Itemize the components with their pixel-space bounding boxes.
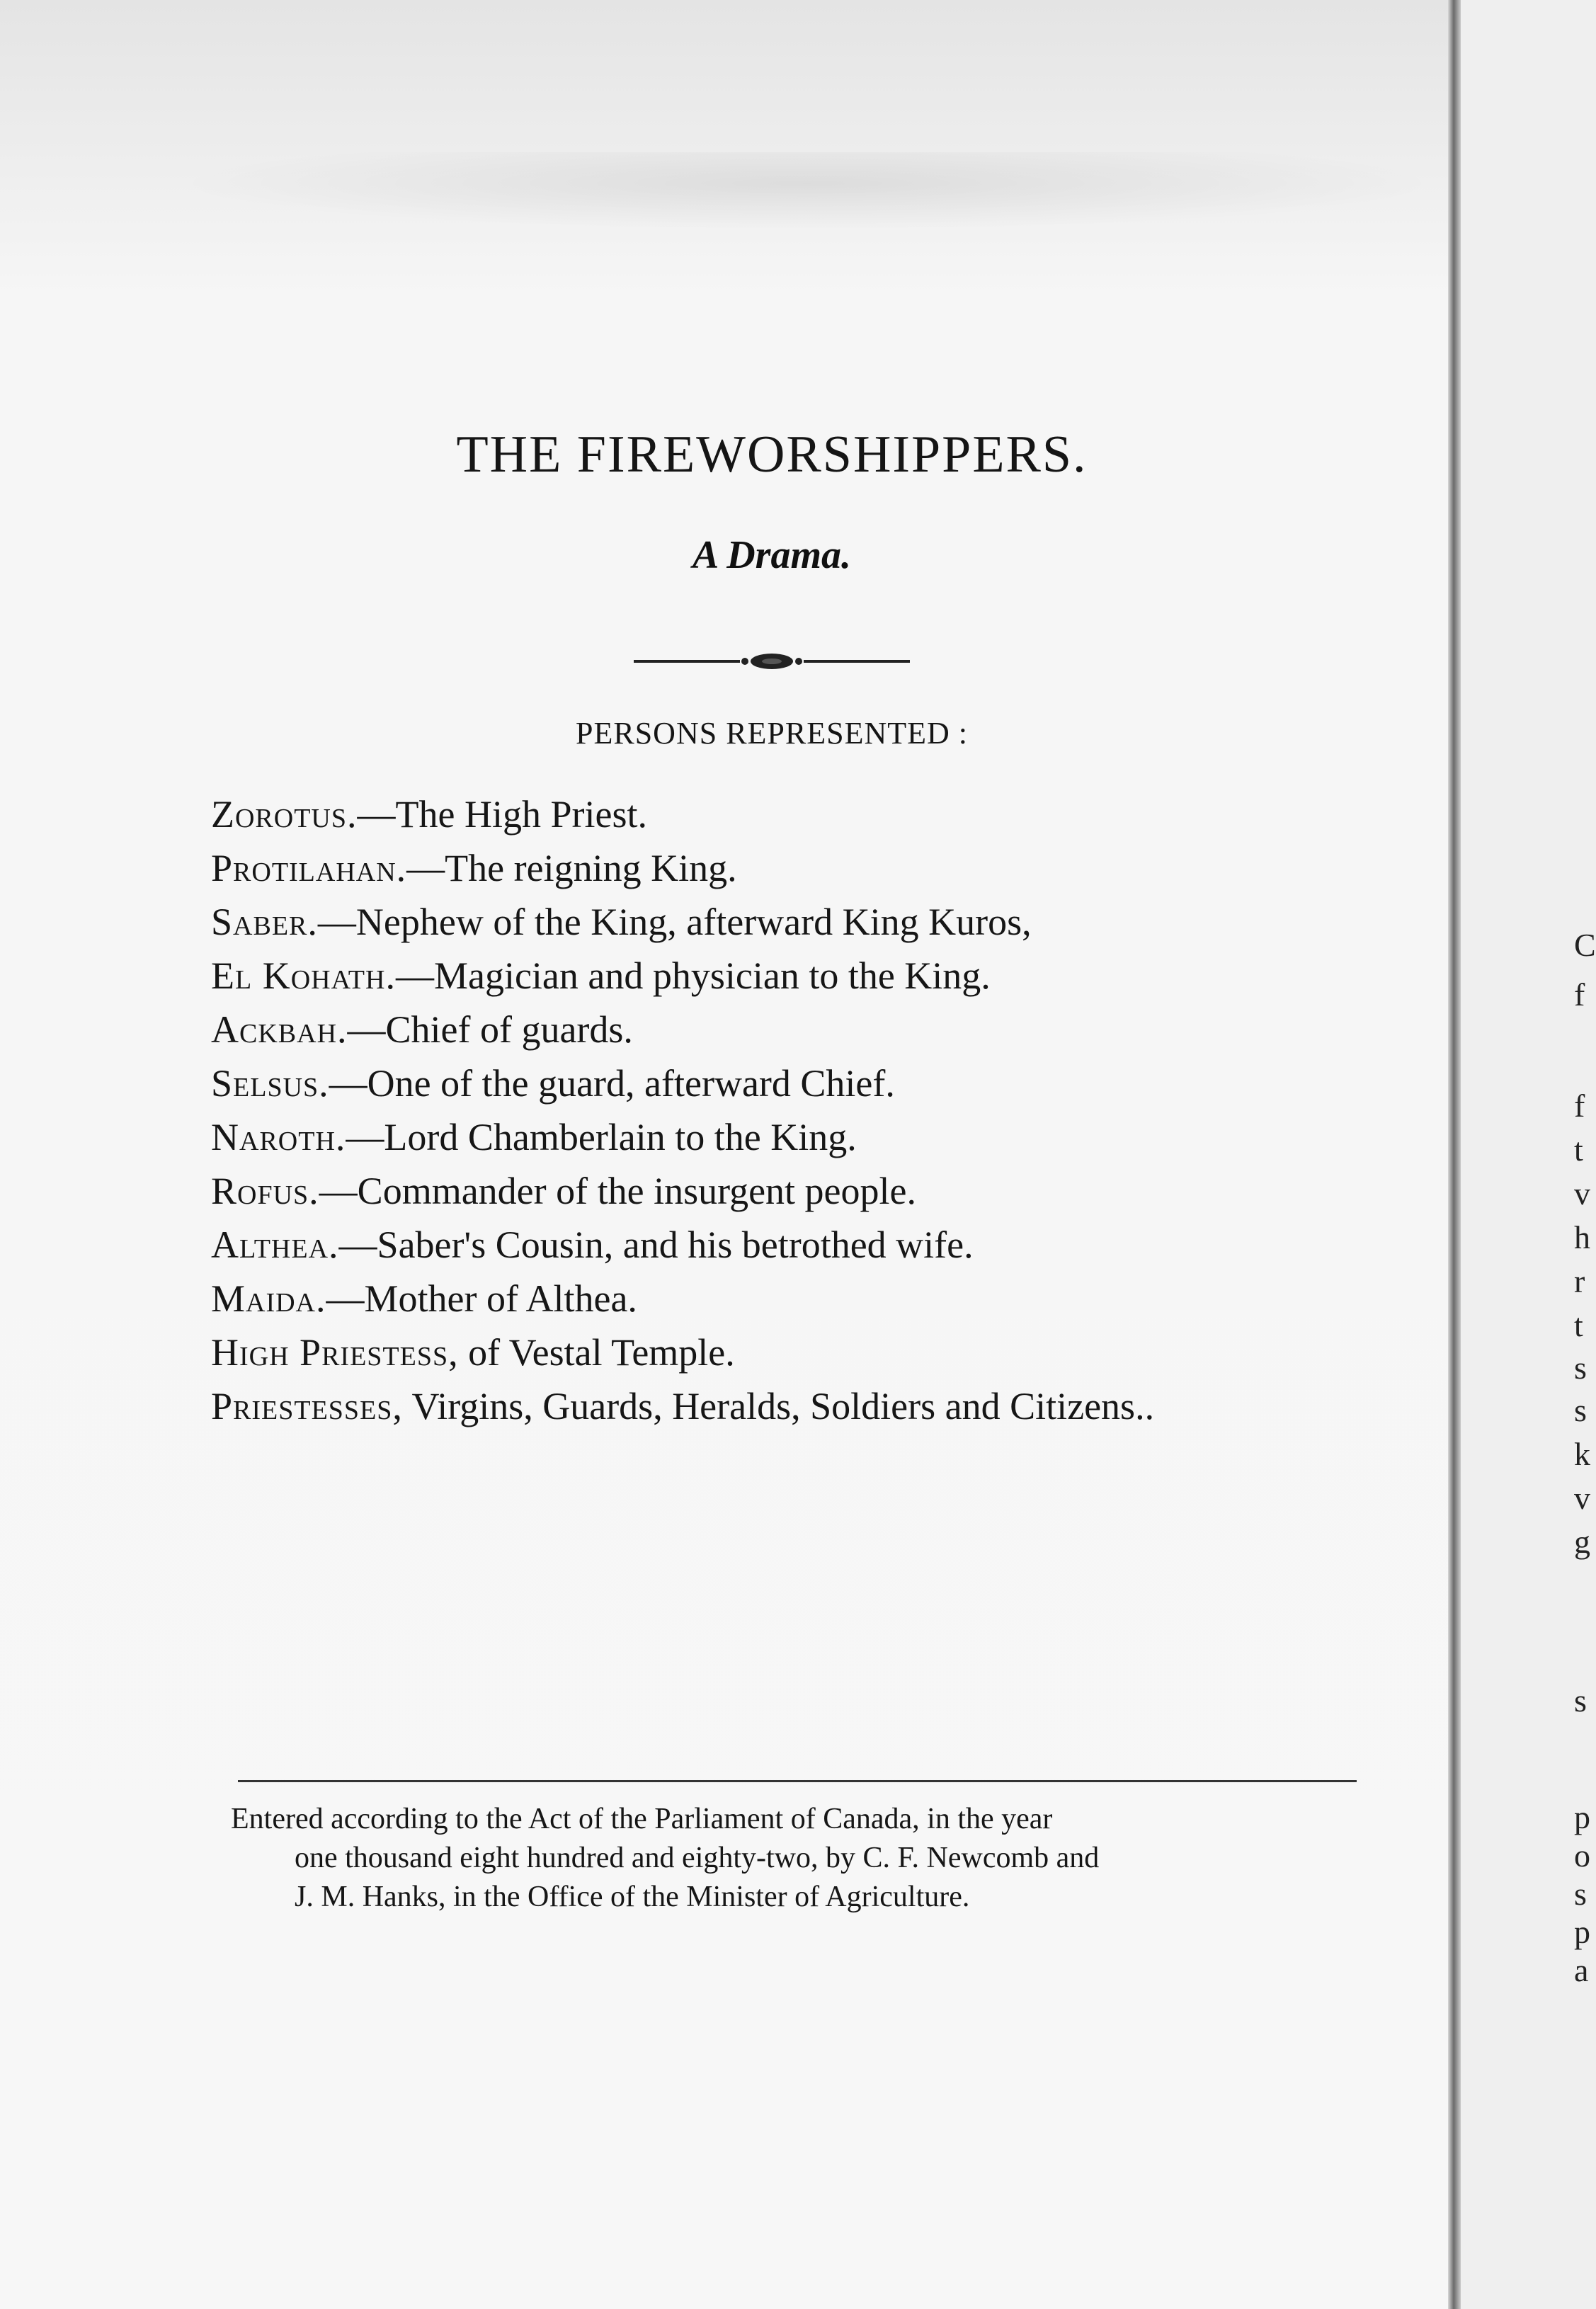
facing-page-fragment: r xyxy=(1574,1263,1585,1299)
facing-page-fragment: g xyxy=(1574,1524,1590,1560)
cast-item xyxy=(211,1164,1154,1218)
cast-description: —The High Priest. xyxy=(357,793,647,836)
facing-page-fragment: v xyxy=(1574,1480,1590,1516)
water-stain xyxy=(170,152,1444,230)
facing-page-fragment: k xyxy=(1574,1436,1590,1472)
cast-list xyxy=(211,787,1154,1433)
copyright-line: one thousand eight hundred and eighty-two, by C. F. Newcomb and xyxy=(295,1842,1100,1874)
cast-name: El Kohath. xyxy=(211,954,396,997)
cast-description: —One of the guard, afterward Chief. xyxy=(329,1062,895,1105)
cast-name: Althea. xyxy=(211,1224,339,1266)
facing-page-fragment: o xyxy=(1574,1837,1590,1874)
facing-page-edge xyxy=(1461,0,1596,2309)
cast-item xyxy=(211,1325,1154,1379)
facing-page-fragment: t xyxy=(1574,1307,1583,1343)
page-gutter xyxy=(1448,0,1461,2309)
cast-name: Ackbah. xyxy=(211,1008,348,1051)
facing-page-fragment: h xyxy=(1574,1219,1590,1255)
cast-description: —The reigning King. xyxy=(406,847,737,889)
cast-item xyxy=(211,895,1154,949)
facing-page-fragment: v xyxy=(1574,1175,1590,1211)
facing-page-fragment: f xyxy=(1574,976,1585,1013)
persons-heading: PERSONS REPRESENTED : xyxy=(576,716,968,751)
facing-page-fragment: p xyxy=(1574,1914,1590,1950)
cast-description: —Nephew of the King, afterward King Kuros, xyxy=(317,901,1032,943)
cast-item xyxy=(211,1056,1154,1110)
cast-description: —Commander of the insurgent people. xyxy=(319,1170,916,1212)
cast-item xyxy=(211,841,1154,895)
cast-name: Maida. xyxy=(211,1277,326,1320)
cast-name: Zorotus. xyxy=(211,793,358,836)
cast-name: Saber. xyxy=(211,901,318,943)
page-subtitle: A Drama. xyxy=(692,533,852,577)
cast-item xyxy=(211,1003,1154,1056)
cast-description: Virgins, Guards, Heralds, Soldiers and Citizens.. xyxy=(402,1385,1155,1427)
cast-description: —Saber's Cousin, and his betrothed wife. xyxy=(338,1224,974,1266)
cast-description: —Lord Chamberlain to the King. xyxy=(346,1116,857,1158)
facing-page-fragment: a xyxy=(1574,1952,1589,1988)
facing-page-fragment: s xyxy=(1574,1876,1587,1912)
facing-page-fragment: s xyxy=(1574,1392,1587,1428)
ornament-divider xyxy=(634,646,910,677)
cast-item xyxy=(211,1110,1154,1164)
cast-name: Priestesses, xyxy=(211,1385,403,1427)
cast-name: Protilahan. xyxy=(211,847,407,889)
footer-rule xyxy=(238,1780,1357,1782)
facing-page-fragment: t xyxy=(1574,1131,1583,1168)
cast-item xyxy=(211,1379,1154,1433)
cast-item xyxy=(211,787,1154,841)
cast-name: Selsus. xyxy=(211,1062,329,1105)
cast-description: —Chief of guards. xyxy=(347,1008,633,1051)
cast-name: Naroth. xyxy=(211,1116,346,1158)
cast-item xyxy=(211,1218,1154,1272)
facing-page-fragment: s xyxy=(1574,1350,1587,1386)
facing-page-fragment: f xyxy=(1574,1088,1585,1124)
copyright-notice xyxy=(231,1800,1378,1917)
cast-item xyxy=(211,1272,1154,1325)
cast-name: High Priestess, xyxy=(211,1331,459,1374)
facing-page-fragment: C xyxy=(1574,927,1596,963)
cast-description: of Vestal Temple. xyxy=(458,1331,735,1374)
cast-description: —Magician and physician to the King. xyxy=(395,954,991,997)
page-title: THE FIREWORSHIPPERS. xyxy=(456,426,1088,484)
copyright-line: J. M. Hanks, in the Office of the Minister of Agriculture. xyxy=(295,1881,970,1913)
facing-page-fragment: p xyxy=(1574,1799,1590,1835)
copyright-line: Entered according to the Act of the Parliament of Canada, in the year xyxy=(231,1803,1053,1835)
cast-description: —Mother of Althea. xyxy=(326,1277,637,1320)
facing-page-fragment: s xyxy=(1574,1682,1587,1718)
cast-item xyxy=(211,949,1154,1003)
cast-name: Rofus. xyxy=(211,1170,319,1212)
